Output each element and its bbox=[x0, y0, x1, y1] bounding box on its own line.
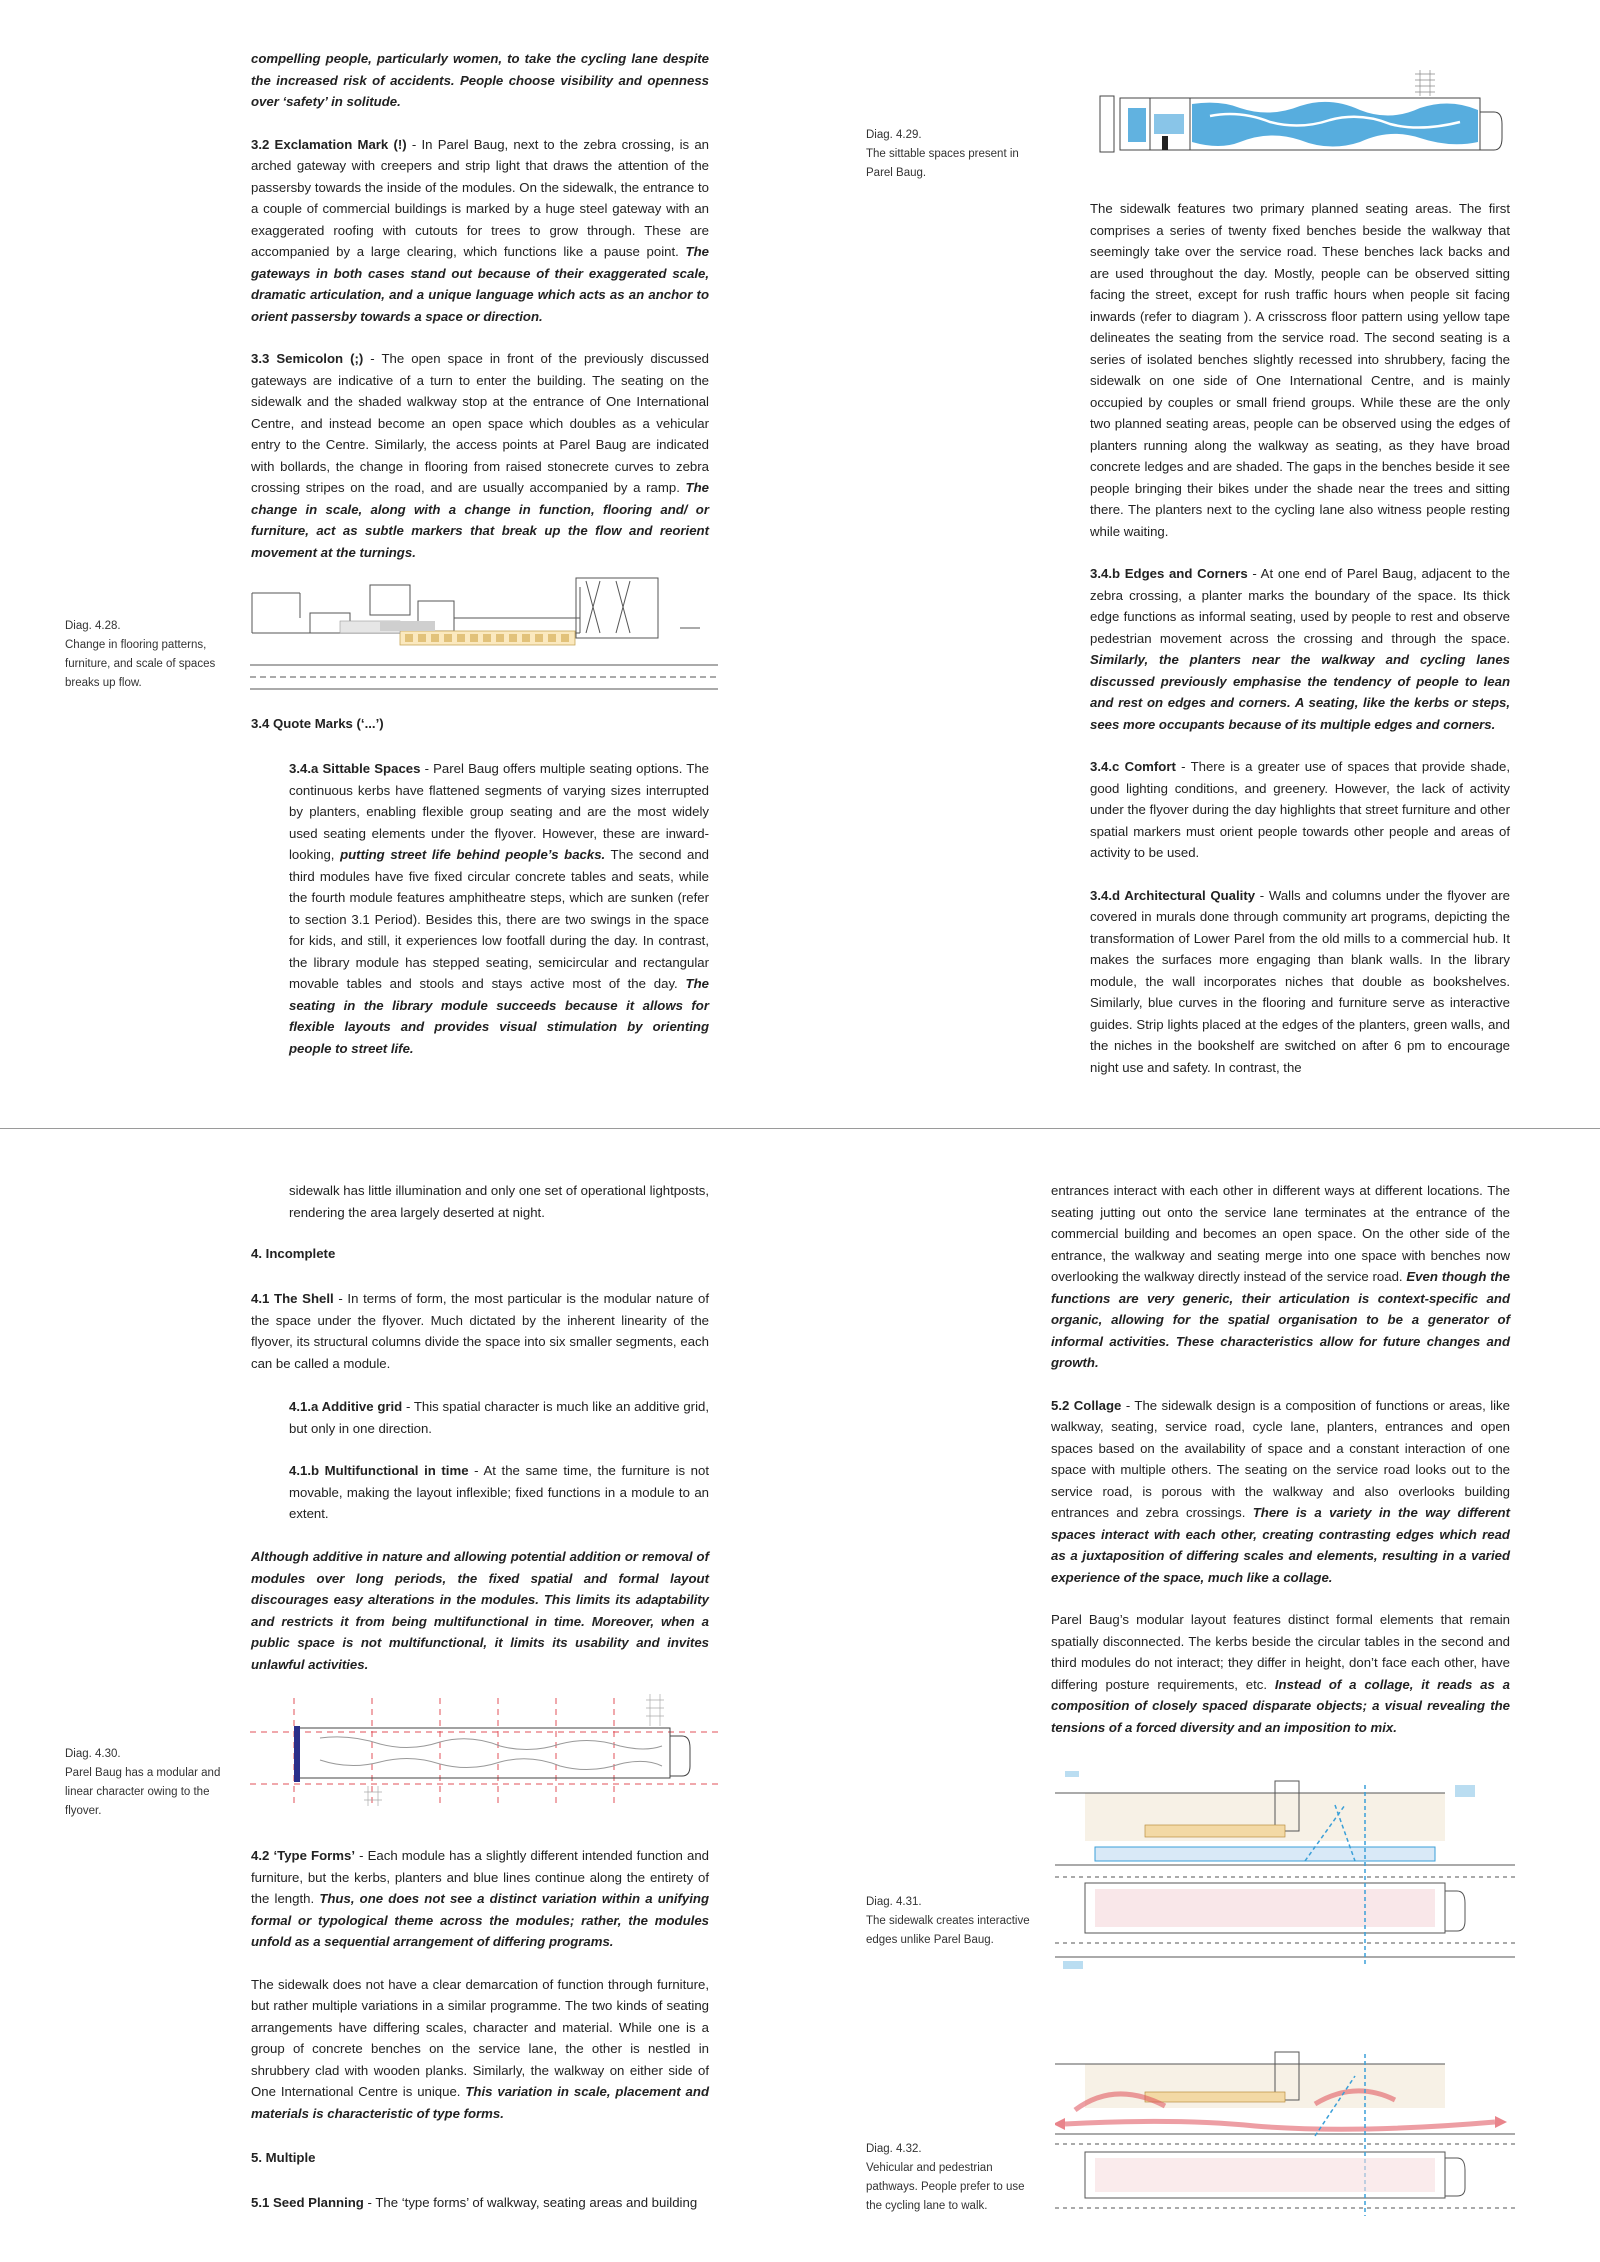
caption-diag-4-32: Diag. 4.32. Vehicular and pedestrian pathways. People prefer to use the cycling lane to walk. bbox=[866, 2143, 1025, 2212]
paragraph-architectural-quality: 3.4.d Architectural Quality - Walls and columns under the flyover are covered in murals done through community art programs, depicting the transformation of Lower Parel from the old mills to a commercial hub. It makes the surfaces more engaging than blank walls. In the library module, the wall incorporates niches that double as bookshelves. Similarly, blue curves in the flooring and furniture serve as interactive guides. Strip lights placed at the edges of the planters, green walls, and the niches in the bookshelf are switched on after 6 pm to encourage night use and safety. In contrast, the bbox=[1090, 887, 1510, 1075]
paragraph-seating-areas: The sidewalk features two primary planned seating areas. The first comprises a series of twenty fixed benches beside the walkway that seemingly take over the service road. These benches lack backs and are used throughout the day. Mostly, people can be observed sitting facing the street, except for rush traffic hours when people sit facing inwards (refer to diagram ). A crisscross floor pattern using yellow tape delineates the seating from the service road. The second seating is a series of isolated benches slightly recessed into shrubbery, facing the sidewalk on one side of One International Centre, and is mainly occupied by couples or small friend groups. While these are the only two planned seating areas, people can be observed using the edges of planters running along the walkway as seating, as they have broad concrete ledges and are shaded. The gaps in the benches beside it see people bringing their bikes under the shade near the trees and sitting there. The planters next to the cycling lane also witness people resting while waiting. bbox=[1090, 201, 1510, 539]
paragraph-modular-layout: Parel Baug’s modular layout features distinct formal elements that remain spatially disconnected. The kerbs beside the circular tables in the second and third modules do not interact; they differ in height, don’t face each other, have differing posture requirements, etc. Instead of a collage, it reads as a composition of closely spaced disparate objects; a visual revealing the tensions of a forced diversity and an imposition to mix. bbox=[1051, 1612, 1510, 1735]
paragraph-additive-grid: 4.1.a Additive grid - This spatial character is much like an additive grid, but only in one direction. bbox=[289, 1399, 709, 1436]
text-block-bottom-left-a bbox=[289, 1180, 709, 1244]
text-block-incomplete-summary bbox=[251, 1546, 709, 1696]
caption-diag-4-30: Diag. 4.30. Parel Baug has a modular and linear character owing to the flyover. bbox=[65, 1748, 221, 1817]
paragraph-semicolon: 3.3 Semicolon (;) - The open space in front of the previously discussed gateways are indicative of a turn to enter the building. The seating on the sidewalk and the shaded walkway stop at the entrance of One International Centre, and instead become an open space which doubles as a vehicular entry to the Centre. Similarly, the access points at Parel Baug are indicated with bollards, the change in flooring from raised stonecrete curves to zebra crossing stripes on the road, and are usually accompanied by a ramp. The change in scale, along with a change in function, flooring and/ or furniture, act as subtle markers that break up the flow and reorient movement at the turnings. bbox=[251, 351, 709, 560]
diagram-4-30 bbox=[250, 1690, 718, 1808]
paragraph-intro: compelling people, particularly women, to take the cycling lane despite the increased risk of accidents. People choose visibility and openness over ‘safety’ in solitude. bbox=[251, 51, 709, 109]
text-block-sittable-spaces bbox=[289, 758, 709, 1080]
paragraph-type-forms: 4.2 ‘Type Forms’ - Each module has a slightly different intended function and furniture, but the kerbs, planters and blue lines continue along the entirety of the length. Thus, one does not see a distinct variation within a unifying formal or typological theme across the modules; rather, the modules unfold as a sequential arrangement of differing programs. bbox=[251, 1848, 709, 1949]
page-divider bbox=[0, 1128, 1600, 1129]
paragraph-entrances: entrances interact with each other in different ways at different locations. The seating jutting out onto the service lane terminates at the entrance of the commercial building and becomes an open space. On the other side of the entrance, the walkway and seating merge into one space with benches now overlooking the walkway directly instead of the service road. Even though the functions are very generic, their articulation is context-specific and organic, allowing for the spatial organisation to be a generator of informal activities. These characteristics allow for future changes and growth. bbox=[1051, 1183, 1510, 1370]
paragraph-demarcation: The sidewalk does not have a clear demarcation of function through furniture, but rather multiple variations in a similar programme. The two kinds of seating arrangements have differing scales, character and material. While one is a group of concrete benches on the service lane, the other is nestled in shrubbery clad with wooden planks. Similarly, the walkway on either side of One International Centre is unique. This variation in scale, placement and materials is characteristic of type forms. bbox=[251, 1976, 709, 2121]
paragraph-collage: 5.2 Collage - The sidewalk design is a composition of functions or areas, like walkway, seating, service road, cycle lane, planters, entrances and open spaces based on the availability of space and a constant interaction of one space with multiple others. The seating on the service road looks out to the service road, is porous with the walkway and also overlooks building entrances and zebra crossings. There is a variety in the way different spaces interact with each other, creating contrasting edges which read as a juxtaposition of differing scales and elements, resulting in a varied experience of the space, much like a collage. bbox=[1051, 1397, 1510, 1585]
heading-quote-marks: 3.4 Quote Marks (‘...’) bbox=[251, 716, 384, 731]
paragraph-seed-planning: 5.1 Seed Planning - The ‘type forms’ of walkway, seating areas and building bbox=[251, 2195, 698, 2210]
paragraph-multifunctional: 4.1.b Multifunctional in time - At the same time, the furniture is not movable, making the layout inflexible; fixed functions in a module to an extent. bbox=[289, 1463, 710, 1521]
text-block-additive bbox=[289, 1396, 709, 1546]
caption-diag-4-31: Diag. 4.31. The sidewalk creates interactive edges unlike Parel Baug. bbox=[866, 1896, 1030, 1946]
caption-diag-4-28: Diag. 4.28. Change in flooring patterns, furniture, and scale of spaces breaks up flow. bbox=[65, 620, 216, 689]
heading-multiple: 5. Multiple bbox=[251, 2150, 316, 2165]
text-block-seed-planning bbox=[251, 2192, 709, 2235]
diagram-4-32 bbox=[1055, 2040, 1515, 2220]
paragraph-edges-corners: 3.4.b Edges and Corners - At one end of Parel Baug, adjacent to the zebra crossing, a planter marks the boundary of the space. Its thick edge functions as informal seating, used by people to rest and observe pedestrian movement across the crossing and through the space. Similarly, the planters near the walkway and cycling lanes discussed previously emphasise the tendency of people to lean and rest on edges and corners. A seating, like the kerbs or steps, sees more occupants because of its multiple edges and corners. bbox=[1090, 566, 1510, 732]
paragraph-exclamation-mark: 3.2 Exclamation Mark (!) - In Parel Baug, next to the zebra crossing, is an arched gateway with creepers and strip light that draws the attention of the passersby towards the inside of the modules. On the sidewalk, the entrance to a couple of commercial buildings is marked by a huge steel gateway with an exaggerated roofing with cutouts for trees to grow through. These are accompanied by a large clearing, which functions like a pause point. The gateways in both cases stand out because of their exaggerated scale, dramatic articulation, and a unique language which acts as an anchor to orient passersby towards a space or direction. bbox=[251, 136, 709, 324]
diagram-4-29 bbox=[1090, 66, 1520, 166]
text-block-top-left bbox=[251, 48, 709, 584]
paragraph-the-shell: 4.1 The Shell - In terms of form, the most particular is the modular nature of the space under the flyover. Much dictated by the inherent linearity of the flyover, its structural columns divide the space into six smaller segments, each can be called a module. bbox=[251, 1291, 709, 1371]
text-block-top-right bbox=[1090, 198, 1510, 1099]
caption-diag-4-29: Diag. 4.29. The sittable spaces present in Parel Baug. bbox=[866, 129, 1019, 179]
text-block-type-forms bbox=[251, 1845, 709, 2145]
paragraph-incomplete-summary: Although additive in nature and allowing potential addition or removal of modules over long periods, the fixed spatial and formal layout discourages easy alterations in the modules. This limits its adaptability and restricts it from being multifunctional in time. Moreover, when a public space is not multifunctional, it limits its usability and invites unlawful activities. bbox=[251, 1549, 709, 1672]
paragraph-comfort: 3.4.c Comfort - There is a greater use of spaces that provide shade, good lighting conditions, and greenery. However, the lack of activity under the flyover during the day highlights that street furniture and other spatial markers must orient people towards other people and areas of activity to be used. bbox=[1090, 759, 1511, 860]
text-block-the-shell bbox=[251, 1288, 709, 1395]
diagram-4-31 bbox=[1055, 1765, 1515, 1975]
heading-incomplete: 4. Incomplete bbox=[251, 1246, 336, 1261]
paragraph-illumination: sidewalk has little illumination and only one set of operational lightposts, rendering the area largely deserted at night. bbox=[289, 1183, 709, 1220]
paragraph-sittable-spaces: 3.4.a Sittable Spaces - Parel Baug offers multiple seating options. The continuous kerbs have flattened segments of varying sizes interrupted by planters, enabling flexible group seating and are the most widely used seating elements under the flyover. However, these are inward-looking, putting street life behind people’s backs. The second and third modules have five fixed circular concrete tables and seats, while the fourth module features amphitheatre steps, which are sunken (refer to section 3.1 Period). Besides this, there are two swings in the space for kids, and still, it experiences low footfall during the day. In contrast, the library module has stepped seating, semicircular and rectangular movable tables and stools and stays active most of the day. The seating in the library module succeeds because it allows for flexible layouts and provides visual stimulation by orienting people to street life. bbox=[289, 761, 709, 1056]
diagram-4-28 bbox=[250, 573, 718, 691]
text-block-bottom-right bbox=[1051, 1180, 1510, 1759]
